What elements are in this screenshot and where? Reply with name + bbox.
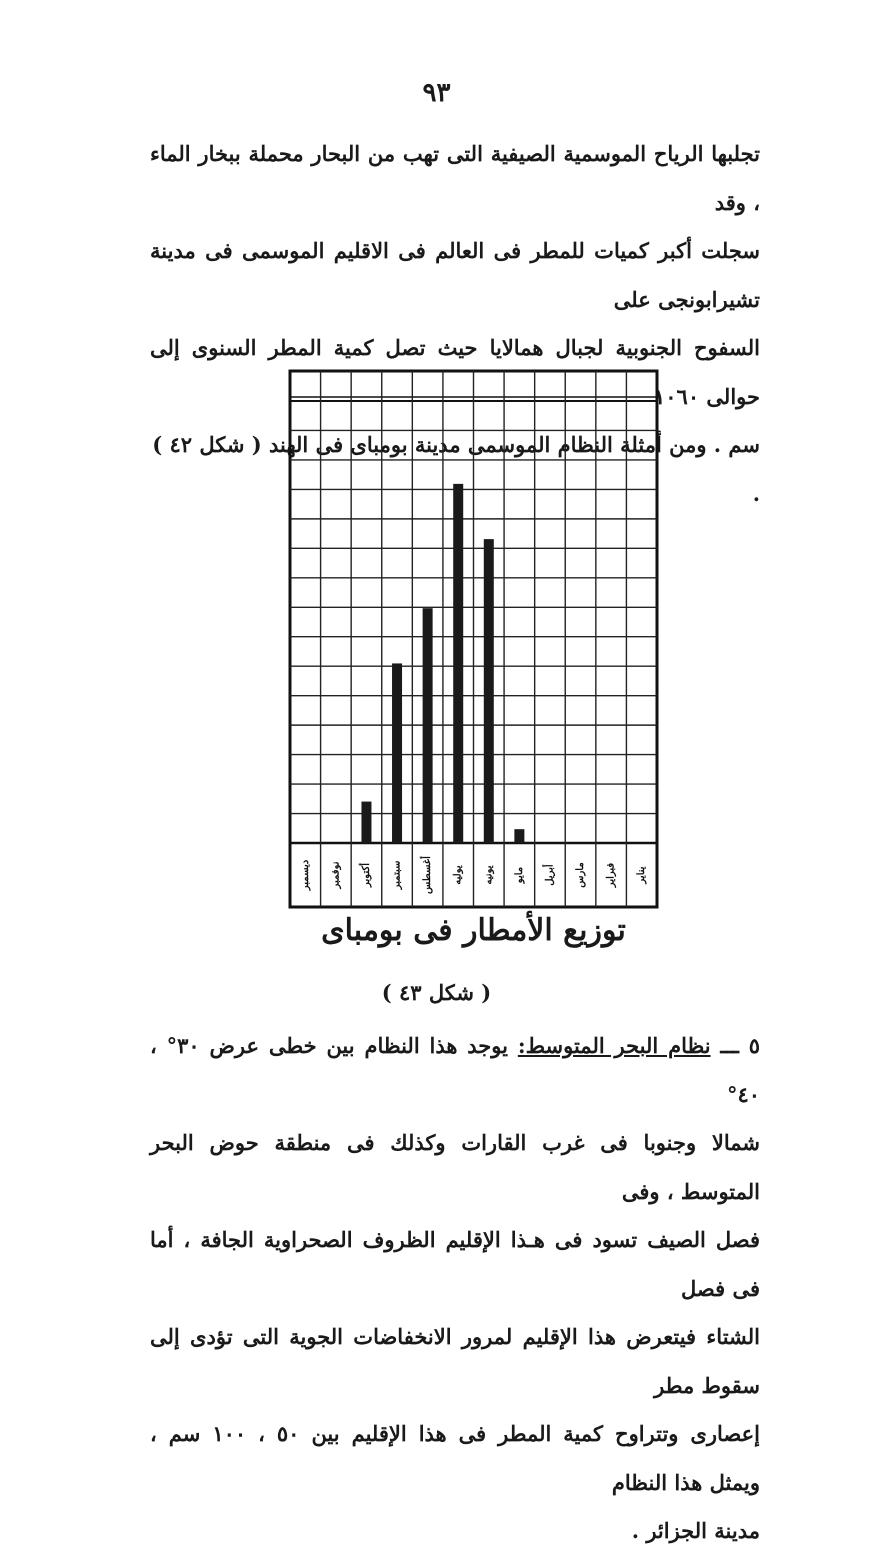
figure-caption: ( شكل ٤٣ ) <box>381 980 492 1005</box>
paragraph-line <box>150 1022 760 1119</box>
paragraph-line: السفوح الجنوبية لجبال همالايا حيث تصل كمية المطر السنوى إلى حوالى ١٠٦٠ <box>150 335 760 409</box>
bar-6 <box>484 539 494 843</box>
rainfall-chart-svg <box>287 368 660 910</box>
page-number: ٩٣ <box>422 78 451 108</box>
bar-2 <box>361 802 371 843</box>
month-label: يونيه <box>483 865 495 885</box>
paragraph-line: تجلبها الرياح الموسمية الصيفية التى تهب من البحار محملة ببخار الماء ، وقد <box>150 141 760 215</box>
rainfall-chart <box>287 368 660 910</box>
month-label: أكتوبر <box>360 862 372 888</box>
month-label: ديسمبر <box>299 859 311 891</box>
section-heading: نظام البحر المتوسط: <box>517 1033 711 1058</box>
paragraph-line: سجلت أكبر كميات للمطر فى العالم فى الاقليم الموسمى فى مدينة تشيرابونجى على <box>150 238 760 312</box>
bar-3 <box>392 663 402 843</box>
section-heading-rest: يوجد هذا النظام بين خطى عرض ٣٠° ، ٤٠° <box>150 1033 760 1107</box>
month-label: فبراير <box>605 862 617 888</box>
month-label: مارس <box>575 862 587 888</box>
paragraph-line: سم . ومن أمثلة النظام الموسمى مدينة بومباى فى الهند ( شكل ٤٢ ) . <box>152 432 760 506</box>
month-label: يوليه <box>452 865 464 885</box>
month-label: مايو <box>513 866 525 884</box>
month-label: سبتمبر <box>391 860 403 890</box>
bar-7 <box>514 829 524 843</box>
paragraph-line: شمالا وجنوبا فى غرب القارات وكذلك فى منطقة حوض البحر المتوسط ، وفى <box>150 1130 760 1204</box>
bar-4 <box>423 608 433 843</box>
month-label: نوفمبر <box>330 861 342 889</box>
paragraph-line: فصل الصيف تسود فى هـذا الإقليم الظروف الصحراوية الجافة ، أما فى فصل <box>150 1227 760 1301</box>
paragraph-2 <box>150 1022 760 1556</box>
paragraph-line: الشتاء فيتعرض هذا الإقليم لمرور الانخفاضات الجوية التى تؤدى إلى سقوط مطر <box>150 1324 760 1398</box>
chart-title: توزيع الأمطار فى بومباى <box>321 913 626 948</box>
month-label: أغسطس <box>422 856 434 894</box>
paragraph-line: إعصارى وتتراوح كمية المطر فى هذا الإقليم بين ٥٠ ، ١٠٠ سم ، ويمثل هذا النظام <box>150 1421 760 1495</box>
month-label: أبريل <box>544 864 556 886</box>
month-label: يناير <box>636 866 648 884</box>
section-number: ٥ ـــ <box>720 1033 761 1058</box>
paragraph-line: مدينة الجزائر . <box>631 1518 760 1543</box>
bar-5 <box>453 484 463 843</box>
